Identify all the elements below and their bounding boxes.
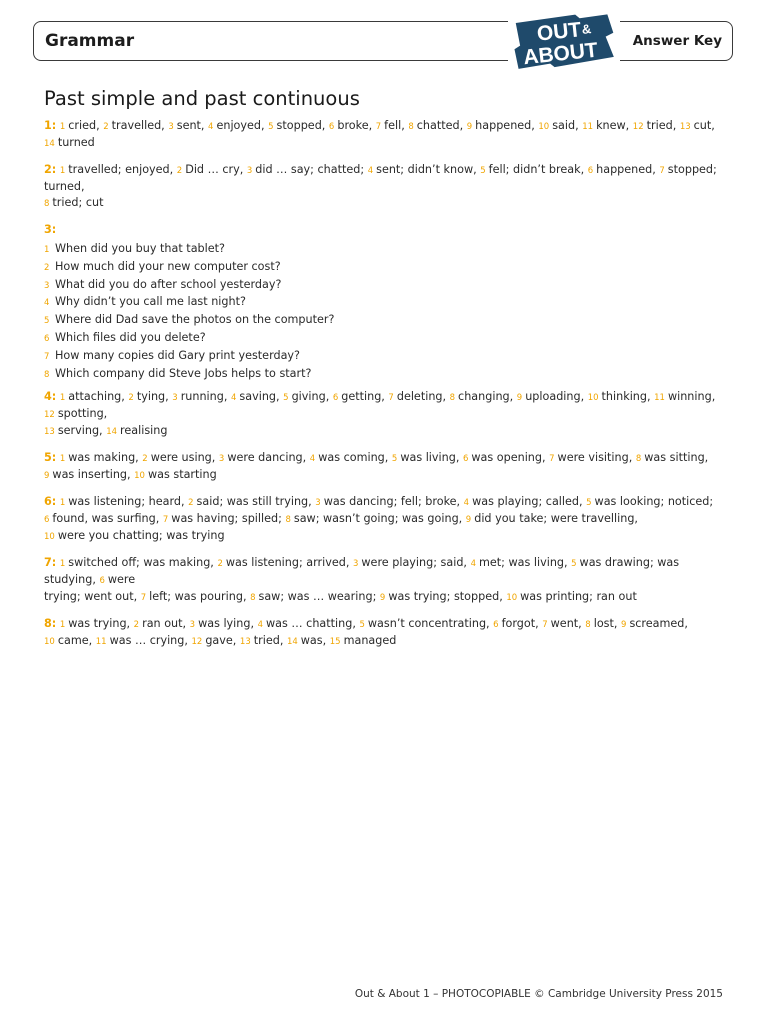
item-number: 8 xyxy=(285,515,291,526)
header-title: Grammar xyxy=(45,31,135,51)
question-item xyxy=(44,259,724,277)
item-number: 3 xyxy=(44,280,50,291)
question-item xyxy=(44,294,724,312)
section-label: 3: xyxy=(44,223,57,236)
item-number: 9 xyxy=(466,122,473,132)
item-number: 12 xyxy=(632,122,644,132)
answer-section-7 xyxy=(44,555,724,606)
item-number: 7 xyxy=(140,593,147,604)
answer-text: was listening; arrived, xyxy=(225,556,350,570)
answer-text: giving, xyxy=(291,390,330,404)
question-item xyxy=(44,312,724,330)
answer-text: serving, xyxy=(57,424,103,438)
answer-text: tying, xyxy=(136,390,169,404)
item-number: 5 xyxy=(359,620,365,631)
answer-text: Did … cry, xyxy=(185,163,244,176)
section-label: 1: xyxy=(44,119,57,132)
answer-line xyxy=(44,162,724,195)
item-number: 3 xyxy=(352,559,359,570)
item-number: 11 xyxy=(582,122,594,132)
item-number: 1 xyxy=(59,620,66,631)
answer-text: was making, xyxy=(68,451,139,465)
item-number: 7 xyxy=(162,515,169,526)
answer-line xyxy=(44,494,724,511)
item-number: 7 xyxy=(659,166,665,176)
logo-line1: OUT xyxy=(535,18,583,46)
item-number: 2 xyxy=(217,559,223,570)
answer-text: was printing; ran out xyxy=(520,590,637,604)
answer-text: came, xyxy=(57,634,93,648)
item-number: 9 xyxy=(516,393,523,404)
item-number: 3 xyxy=(246,166,253,176)
item-number: 1 xyxy=(59,559,66,570)
answer-text: were using, xyxy=(150,451,216,465)
answer-line xyxy=(44,528,724,545)
question-item xyxy=(44,366,724,384)
section-label: 6: xyxy=(44,495,57,509)
answer-text: happened, xyxy=(475,119,535,132)
answer-text: turned xyxy=(57,136,95,149)
question-item xyxy=(44,241,724,259)
answer-text: fell, xyxy=(384,119,405,132)
logo-ampersand: & xyxy=(581,21,592,38)
item-number: 1 xyxy=(59,454,66,465)
item-number: 9 xyxy=(44,471,50,482)
answer-text: getting, xyxy=(341,390,385,404)
item-number: 1 xyxy=(59,166,66,176)
answer-text: ran out, xyxy=(142,617,187,631)
item-number: 6 xyxy=(44,515,50,526)
answer-text: was opening, xyxy=(471,451,546,465)
item-number: 1 xyxy=(44,245,50,255)
item-number: 13 xyxy=(679,122,691,132)
answer-section-5 xyxy=(44,450,724,484)
answer-text: switched off; was making, xyxy=(68,556,214,570)
answer-section-8 xyxy=(44,616,724,650)
answer-line xyxy=(44,450,724,467)
answer-text: were xyxy=(107,573,136,587)
answer-text: lost, xyxy=(593,617,618,631)
answer-text: trying; went out, xyxy=(44,590,138,604)
item-number: 2 xyxy=(176,166,183,176)
answer-text: saving, xyxy=(239,390,280,404)
answer-text: did you take; were travelling, xyxy=(474,512,638,526)
item-number: 4 xyxy=(208,122,214,132)
answer-text: said; was still trying, xyxy=(196,495,312,509)
section-label: 5: xyxy=(44,451,57,465)
item-number: 3 xyxy=(172,393,178,404)
answer-text: tried, xyxy=(253,634,284,648)
item-number: 7 xyxy=(549,454,555,465)
item-number: 11 xyxy=(654,393,665,404)
answer-text: cried, xyxy=(68,119,100,132)
item-number: 8 xyxy=(408,122,414,132)
item-number: 5 xyxy=(268,122,274,132)
answer-text: realising xyxy=(120,424,168,438)
question-text: How many copies did Gary print yesterday? xyxy=(55,348,300,362)
item-number: 7 xyxy=(542,620,548,631)
answer-line xyxy=(44,633,724,650)
answer-line xyxy=(44,195,724,212)
item-number: 4 xyxy=(309,454,316,465)
item-number: 12 xyxy=(44,410,55,421)
item-number: 13 xyxy=(239,637,251,648)
answer-text: was playing; called, xyxy=(472,495,583,509)
answer-section-6 xyxy=(44,494,724,545)
answer-text: wasn’t concentrating, xyxy=(367,617,490,631)
answer-text: spotting, xyxy=(57,407,108,421)
answer-section-2 xyxy=(44,162,724,212)
page-header xyxy=(33,21,733,61)
answer-text: broke, xyxy=(337,119,373,132)
answer-text: gave, xyxy=(205,634,237,648)
answer-text: was having; spilled; xyxy=(171,512,282,526)
answer-text: tried; cut xyxy=(52,196,104,209)
item-number: 2 xyxy=(133,620,140,631)
question-item xyxy=(44,330,724,348)
answer-line xyxy=(44,511,724,528)
question-text: Where did Dad save the photos on the computer? xyxy=(55,313,335,327)
answer-text: were you chatting; was trying xyxy=(57,529,225,543)
answer-text: was trying; stopped, xyxy=(388,590,503,604)
answer-text: attaching, xyxy=(68,390,125,404)
answer-text: chatted, xyxy=(416,119,464,132)
item-number: 2 xyxy=(44,262,50,273)
answer-text: was trying, xyxy=(68,617,131,631)
answer-text: were visiting, xyxy=(557,451,633,465)
answer-text: was coming, xyxy=(318,451,389,465)
item-number: 6 xyxy=(587,166,594,176)
item-number: 2 xyxy=(103,122,109,132)
item-number: 9 xyxy=(621,620,627,631)
item-number: 9 xyxy=(465,515,472,526)
answer-text: left; was pouring, xyxy=(149,590,247,604)
item-number: 10 xyxy=(587,393,599,404)
answer-text: thinking, xyxy=(601,390,651,404)
answer-section-4 xyxy=(44,389,724,440)
item-number: 8 xyxy=(250,593,256,604)
answer-text: was drawing; was studying, xyxy=(44,556,680,587)
answer-text: cut, xyxy=(693,119,715,132)
answer-section-1 xyxy=(44,118,724,152)
item-number: 12 xyxy=(191,637,203,648)
answer-text: was living, xyxy=(400,451,460,465)
item-number: 3 xyxy=(315,498,321,509)
answer-section-3 xyxy=(44,222,724,383)
answer-text: uploading, xyxy=(525,390,585,404)
answer-text: stopped; turned, xyxy=(44,163,717,193)
item-number: 7 xyxy=(375,122,382,132)
item-number: 6 xyxy=(328,122,335,132)
item-number: 5 xyxy=(571,559,577,570)
question-text: What did you do after school yesterday? xyxy=(55,277,282,291)
item-number: 4 xyxy=(463,498,470,509)
item-number: 2 xyxy=(142,454,148,465)
item-number: 8 xyxy=(44,369,50,380)
answer-text: was … chatting, xyxy=(266,617,356,631)
answer-text: did … say; chatted; xyxy=(255,163,365,176)
item-number: 1 xyxy=(59,393,66,404)
item-number: 6 xyxy=(462,454,469,465)
answer-text: was … crying, xyxy=(109,634,188,648)
item-number: 6 xyxy=(493,620,499,631)
answer-text: happened, xyxy=(596,163,656,176)
page-title: Past simple and past continuous xyxy=(44,87,360,110)
question-text: When did you buy that tablet? xyxy=(55,242,225,255)
answer-text: was, xyxy=(300,634,327,648)
answer-key-label: Answer Key xyxy=(632,33,722,49)
answer-text: said, xyxy=(552,119,579,132)
answer-text: saw; wasn’t going; was going, xyxy=(293,512,463,526)
answer-line xyxy=(44,423,724,440)
logo-graphic xyxy=(508,14,620,70)
item-number: 10 xyxy=(44,532,55,543)
item-number: 2 xyxy=(128,393,134,404)
item-number: 3 xyxy=(189,620,196,631)
item-number: 6 xyxy=(44,333,50,344)
answer-line xyxy=(44,555,724,589)
item-number: 4 xyxy=(230,393,237,404)
item-number: 6 xyxy=(332,393,339,404)
answer-text: changing, xyxy=(458,390,514,404)
answer-line xyxy=(44,589,724,606)
answer-text: were dancing, xyxy=(227,451,307,465)
item-number: 14 xyxy=(286,637,298,648)
answer-text: was looking; noticed; xyxy=(594,495,714,509)
question-text: Which company did Steve Jobs helps to start? xyxy=(55,366,312,380)
question-text: Why didn’t you call me last night? xyxy=(55,295,246,309)
answer-text: met; was living, xyxy=(478,556,568,570)
question-item xyxy=(44,348,724,366)
item-number: 5 xyxy=(586,498,592,509)
answer-text: sent; didn’t know, xyxy=(376,163,477,176)
answer-line xyxy=(44,118,724,152)
answer-text: was sitting, xyxy=(644,451,709,465)
logo-line2: ABOUT xyxy=(522,38,599,70)
question-text: How much did your new computer cost? xyxy=(55,259,281,273)
answer-text: travelled, xyxy=(111,119,165,132)
item-number: 4 xyxy=(470,559,476,570)
item-number: 5 xyxy=(391,454,398,465)
answer-text: went, xyxy=(550,617,582,631)
item-number: 14 xyxy=(44,139,55,149)
answer-text: was starting xyxy=(147,468,217,482)
item-number: 6 xyxy=(99,576,105,587)
item-number: 1 xyxy=(59,498,66,509)
question-text: Which files did you delete? xyxy=(55,330,206,344)
item-number: 1 xyxy=(59,122,66,132)
answer-text: saw; was … wearing; xyxy=(258,590,377,604)
answer-line xyxy=(44,389,724,423)
item-number: 4 xyxy=(44,298,50,309)
answer-text: was inserting, xyxy=(52,468,131,482)
answer-text: managed xyxy=(343,634,397,648)
answer-text: sent, xyxy=(176,119,205,132)
section-label: 2: xyxy=(44,163,57,176)
item-number: 7 xyxy=(44,351,50,362)
answer-text: was listening; heard, xyxy=(68,495,185,509)
item-number: 10 xyxy=(506,593,518,604)
item-number: 10 xyxy=(538,122,550,132)
item-number: 8 xyxy=(635,454,642,465)
answer-line xyxy=(44,616,724,633)
answer-text: running, xyxy=(180,390,228,404)
answer-text: winning, xyxy=(667,390,716,404)
answer-text: screamed, xyxy=(629,617,688,631)
out-and-about-logo xyxy=(508,14,620,70)
answer-text: enjoyed, xyxy=(216,119,265,132)
item-number: 9 xyxy=(379,593,386,604)
answer-text: were playing; said, xyxy=(361,556,467,570)
answer-text: knew, xyxy=(596,119,630,132)
item-number: 3 xyxy=(218,454,225,465)
item-number: 5 xyxy=(283,393,289,404)
item-number: 15 xyxy=(329,637,341,648)
footer-copyright: Out & About 1 – PHOTOCOPIABLE © Cambridge University Press 2015 xyxy=(354,988,723,1000)
answer-text: was dancing; fell; broke, xyxy=(323,495,461,509)
item-number: 4 xyxy=(367,166,374,176)
item-number: 13 xyxy=(44,427,55,438)
answer-text: stopped, xyxy=(276,119,326,132)
item-number: 5 xyxy=(480,166,486,176)
section-label: 7: xyxy=(44,556,57,570)
question-item xyxy=(44,277,724,295)
item-number: 4 xyxy=(257,620,264,631)
answer-text: found, was surfing, xyxy=(52,512,160,526)
item-number: 2 xyxy=(188,498,194,509)
answer-text: was lying, xyxy=(198,617,255,631)
section-label: 4: xyxy=(44,390,57,404)
item-number: 7 xyxy=(388,393,394,404)
answer-text: tried, xyxy=(646,119,677,132)
answer-text: forgot, xyxy=(501,617,539,631)
item-number: 11 xyxy=(95,637,107,648)
answer-text: travelled; enjoyed, xyxy=(68,163,174,176)
section-label: 8: xyxy=(44,617,57,631)
item-number: 5 xyxy=(44,316,50,327)
item-number: 8 xyxy=(44,199,50,209)
answer-content xyxy=(44,118,724,660)
item-number: 10 xyxy=(44,637,55,648)
answer-text: deleting, xyxy=(396,390,447,404)
answer-line xyxy=(44,467,724,484)
answer-text: fell; didn’t break, xyxy=(488,163,585,176)
item-number: 3 xyxy=(168,122,174,132)
item-number: 14 xyxy=(106,427,118,438)
item-number: 8 xyxy=(449,393,456,404)
item-number: 8 xyxy=(585,620,591,631)
item-number: 10 xyxy=(134,471,145,482)
question-list xyxy=(44,241,724,383)
